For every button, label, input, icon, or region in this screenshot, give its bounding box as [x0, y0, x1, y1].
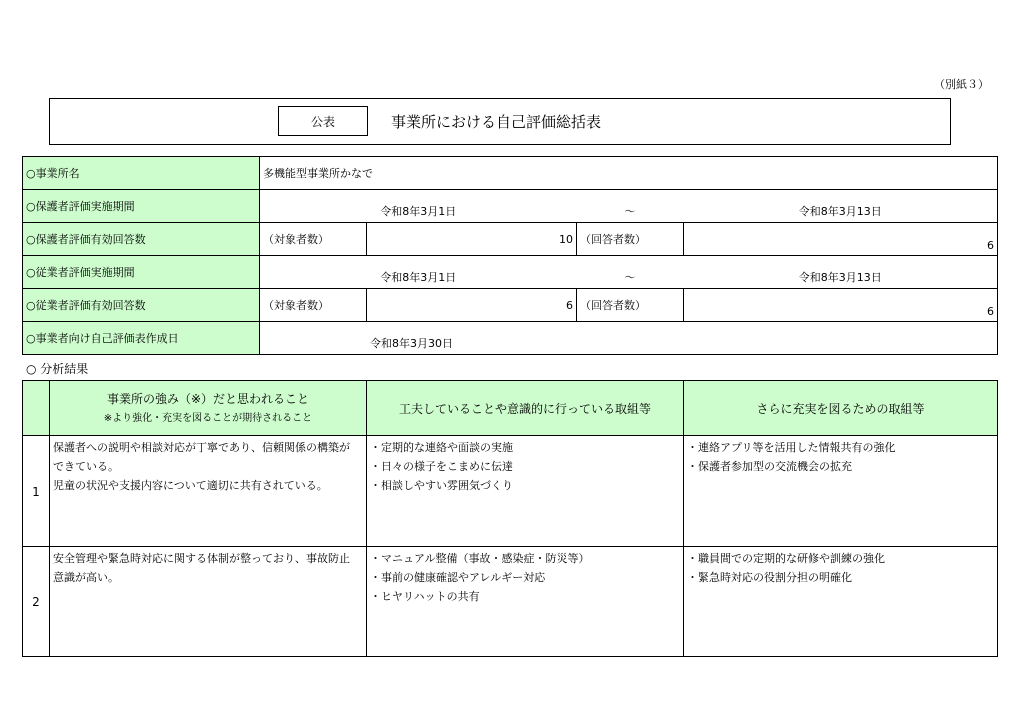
guardian-target-count: 10 [367, 223, 577, 256]
guardian-answer-label: （回答者数） [577, 223, 684, 256]
staff-answer-count: 6 [684, 289, 998, 322]
effort-item: ・マニュアル整備（事故・感染症・防災等） [370, 552, 590, 565]
staff-period-row [23, 256, 998, 289]
analysis-table [22, 380, 998, 657]
created-date-row [23, 322, 998, 355]
info-table [22, 156, 998, 355]
strength-line: 意識が高い。 [53, 571, 119, 584]
strength-cell [50, 436, 367, 547]
strength-line: 児童の状況や支援内容について適切に共有されている。 [53, 479, 328, 492]
improvements-cell [684, 436, 998, 547]
header-strengths-note: ※より強化・充実を図ることが期待されること [103, 413, 313, 424]
facility-name: 多機能型事業所かなで [260, 157, 998, 190]
analysis-row [23, 547, 998, 657]
staff-period-start: 令和8年3月1日 [260, 256, 577, 289]
staff-period-tilde: ～ [577, 256, 684, 289]
publish-label: 公表 [278, 106, 368, 136]
effort-item: ・事前の健康確認やアレルギー対応 [370, 571, 546, 584]
guardian-period-start: 令和8年3月1日 [260, 190, 577, 223]
strength-line: できている。 [53, 460, 119, 473]
guardian-period-tilde: ～ [577, 190, 684, 223]
effort-item: ・定期的な連絡や面談の実施 [370, 441, 513, 454]
staff-target-label: （対象者数） [260, 289, 367, 322]
guardian-answer-count: 6 [684, 223, 998, 256]
staff-answer-label: （回答者数） [577, 289, 684, 322]
staff-target-count: 6 [367, 289, 577, 322]
improvements-cell [684, 547, 998, 657]
guardian-target-label: （対象者数） [260, 223, 367, 256]
effort-item: ・日々の様子をこまめに伝達 [370, 460, 513, 473]
staff-period-end: 令和8年3月13日 [684, 256, 998, 289]
document-title: 事業所における自己評価総括表 [391, 113, 602, 131]
facility-name-label: ○事業所名 [23, 157, 260, 190]
guardian-period-end: 令和8年3月13日 [684, 190, 998, 223]
header-improvements: さらに充実を図るための取組等 [684, 381, 998, 436]
analysis-section-label: ○ 分析結果 [26, 362, 89, 376]
guardian-responses-row [23, 223, 998, 256]
analysis-row [23, 436, 998, 547]
improvement-item: ・連絡アプリ等を活用した情報共有の強化 [687, 441, 896, 454]
row-number: 1 [23, 436, 50, 547]
created-date-label: ○事業者向け自己評価表作成日 [23, 322, 260, 355]
staff-responses-label: ○従業者評価有効回答数 [23, 289, 260, 322]
facility-name-row [23, 157, 998, 190]
improvement-item: ・保護者参加型の交流機会の拡充 [687, 460, 852, 473]
staff-responses-row [23, 289, 998, 322]
strength-line: 保護者への説明や相談対応が丁寧であり、信頼関係の構築が [53, 441, 350, 454]
guardian-period-row [23, 190, 998, 223]
effort-item: ・ヒヤリハットの共有 [370, 590, 480, 603]
attachment-label: （別紙３） [934, 78, 989, 91]
efforts-cell [367, 436, 684, 547]
analysis-header-row [23, 381, 998, 436]
guardian-period-label: ○保護者評価実施期間 [23, 190, 260, 223]
header-efforts: 工夫していることや意識的に行っている取組等 [367, 381, 684, 436]
strength-cell [50, 547, 367, 657]
efforts-cell [367, 547, 684, 657]
effort-item: ・相談しやすい雰囲気づくり [370, 479, 513, 492]
strength-line: 安全管理や緊急時対応に関する体制が整っており、事故防止 [53, 552, 350, 565]
header-strengths-title: 事業所の強み（※）だと思われること [106, 392, 310, 406]
improvement-item: ・職員間での定期的な研修や訓練の強化 [687, 552, 885, 565]
improvement-item: ・緊急時対応の役割分担の明確化 [687, 571, 852, 584]
created-date: 令和8年3月30日 [260, 322, 998, 355]
row-number: 2 [23, 547, 50, 657]
staff-period-label: ○従業者評価実施期間 [23, 256, 260, 289]
header-strengths [50, 381, 367, 436]
guardian-responses-label: ○保護者評価有効回答数 [23, 223, 260, 256]
header-num-cell [23, 381, 50, 436]
